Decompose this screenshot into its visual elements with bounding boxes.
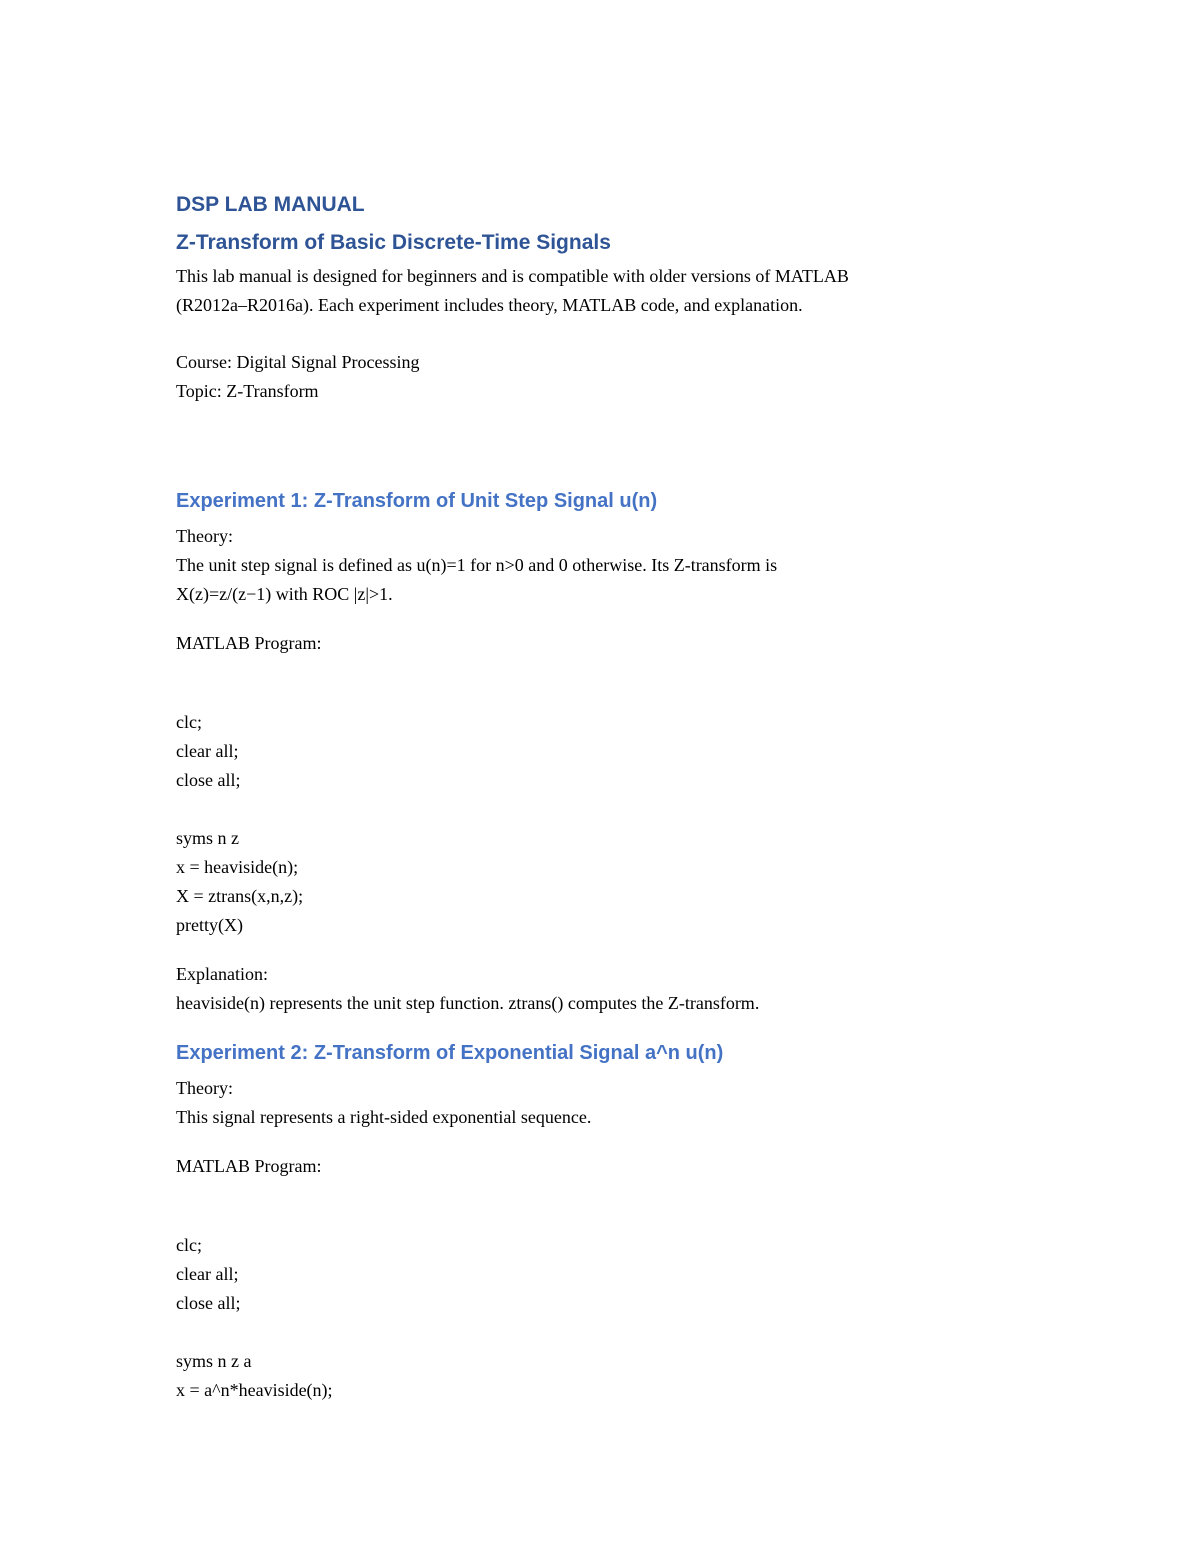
code-line-blank bbox=[176, 1318, 1056, 1347]
experiment-1-theory-label: Theory: bbox=[176, 526, 233, 546]
experiment-1-program-label: MATLAB Program: bbox=[176, 633, 322, 653]
experiment-1-explanation-text: heaviside(n) represents the unit step function. ztrans() computes the Z-transform. bbox=[176, 993, 760, 1013]
experiment-2-theory-label: Theory: bbox=[176, 1078, 233, 1098]
document-page bbox=[176, 190, 1056, 1405]
code-line: pretty(X) bbox=[176, 915, 243, 935]
document-subtitle: Z-Transform of Basic Discrete-Time Signals bbox=[176, 231, 611, 254]
topic-line: Topic: Z-Transform bbox=[176, 381, 319, 401]
code-line: syms n z bbox=[176, 828, 239, 848]
intro-text-line-2: (R2012a–R2016a). Each experiment includes theory, MATLAB code, and explanation. bbox=[176, 295, 803, 315]
code-line: x = heaviside(n); bbox=[176, 857, 299, 877]
code-line: clc; bbox=[176, 1235, 202, 1255]
experiment-1-theory-line-2: X(z)=z/(z−1) with ROC |z|>1. bbox=[176, 584, 393, 604]
experiment-2-theory-line-1: This signal represents a right-sided exponential sequence. bbox=[176, 1107, 592, 1127]
experiment-1-heading: Experiment 1: Z-Transform of Unit Step Signal u(n) bbox=[176, 490, 658, 512]
course-line: Course: Digital Signal Processing bbox=[176, 352, 420, 372]
code-line: clear all; bbox=[176, 741, 239, 761]
experiment-2-heading: Experiment 2: Z-Transform of Exponential Signal a^n u(n) bbox=[176, 1042, 724, 1064]
experiment-2-section bbox=[176, 1038, 1056, 1405]
experiment-1-explanation-label: Explanation: bbox=[176, 964, 268, 984]
code-line: x = a^n*heaviside(n); bbox=[176, 1380, 333, 1400]
experiment-2-code-block bbox=[176, 1231, 1056, 1405]
code-line: close all; bbox=[176, 1293, 241, 1313]
code-line: X = ztrans(x,n,z); bbox=[176, 886, 304, 906]
code-line: syms n z a bbox=[176, 1351, 252, 1371]
experiment-2-program-label: MATLAB Program: bbox=[176, 1156, 322, 1176]
document-title: DSP LAB MANUAL bbox=[176, 193, 365, 216]
experiment-1-section bbox=[176, 486, 1056, 1018]
experiment-1-theory-line-1: The unit step signal is defined as u(n)=1 for n>0 and 0 otherwise. Its Z-transform is bbox=[176, 555, 778, 575]
code-line-blank bbox=[176, 795, 1056, 824]
code-line: clc; bbox=[176, 712, 202, 732]
code-line: close all; bbox=[176, 770, 241, 790]
code-line: clear all; bbox=[176, 1264, 239, 1284]
experiment-1-code-block bbox=[176, 708, 1056, 940]
intro-text-line-1: This lab manual is designed for beginners and is compatible with older versions of MATLAB bbox=[176, 266, 849, 286]
